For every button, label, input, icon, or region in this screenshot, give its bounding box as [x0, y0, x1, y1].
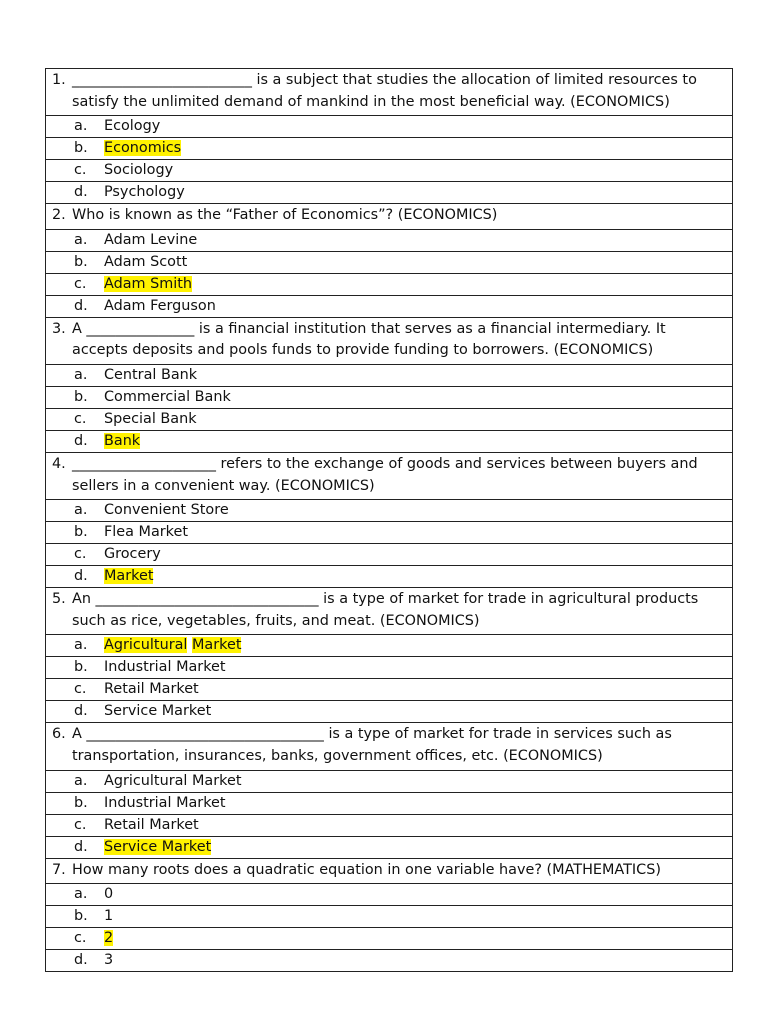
option-row: [46, 116, 733, 138]
option-text-part: Retail Market: [104, 681, 199, 698]
option-row: [46, 229, 733, 251]
option-text: [104, 431, 140, 452]
option-letter: b.: [74, 908, 88, 925]
option-text: [104, 906, 113, 927]
option-row: [46, 160, 733, 182]
option: [52, 950, 726, 971]
question: [52, 205, 726, 227]
option: [52, 409, 726, 430]
option: [52, 837, 726, 858]
option-row: [46, 386, 733, 408]
option-row: [46, 884, 733, 906]
option-row: [46, 928, 733, 950]
option-cell: [46, 566, 733, 588]
option: [52, 252, 726, 273]
question-row: [46, 69, 733, 116]
option: [52, 500, 726, 521]
option-cell: [46, 679, 733, 701]
option-letter: a.: [74, 772, 88, 789]
option-text: [104, 701, 211, 722]
question: [52, 589, 726, 632]
option: [52, 387, 726, 408]
option: [52, 566, 726, 587]
option-cell: [46, 138, 733, 160]
option: [52, 884, 726, 905]
option-row: [46, 950, 733, 972]
option: [52, 815, 726, 836]
option-letter: a.: [74, 502, 88, 519]
option: [52, 296, 726, 317]
question: [52, 319, 726, 362]
option-row: [46, 138, 733, 160]
option-text-part: Industrial Market: [104, 659, 226, 676]
option-text: [104, 252, 187, 273]
option-text: [104, 837, 211, 858]
quiz-sheet: [45, 68, 733, 972]
option-text-part: Special Bank: [104, 410, 197, 427]
highlighted-answer: Bank: [104, 432, 141, 449]
option-letter: b.: [74, 253, 88, 270]
option-letter: c.: [74, 546, 87, 563]
option-row: [46, 364, 733, 386]
option-text: [104, 928, 113, 949]
question-row: [46, 588, 733, 635]
option: [52, 544, 726, 565]
option-row: [46, 836, 733, 858]
option-letter: d.: [74, 568, 88, 585]
option-letter: c.: [74, 275, 87, 292]
option-text-part: Retail Market: [104, 816, 199, 833]
option-text-part: Service Market: [104, 703, 212, 720]
option: [52, 522, 726, 543]
option-letter: d.: [74, 297, 88, 314]
option: [52, 116, 726, 137]
option-letter: a.: [74, 886, 88, 903]
option-cell: [46, 657, 733, 679]
option-cell: [46, 906, 733, 928]
option-cell: [46, 884, 733, 906]
option-text: [104, 387, 231, 408]
option-cell: [46, 701, 733, 723]
option: [52, 431, 726, 452]
option-letter: d.: [74, 184, 88, 201]
quiz-table-body: [46, 69, 733, 972]
quiz-table: [45, 68, 733, 972]
option-text-part: Adam Ferguson: [104, 297, 216, 314]
option-cell: [46, 229, 733, 251]
question-text: A _________________________________ is a type of market for trade in services such as transportation, insurances, banks, government offices, etc. (ECONOMICS): [72, 726, 672, 764]
option-text: [104, 815, 199, 836]
option-row: [46, 408, 733, 430]
option-row: [46, 566, 733, 588]
option-cell: [46, 386, 733, 408]
question-cell: [46, 317, 733, 364]
option-text: [104, 884, 113, 905]
highlighted-answer: Agricultural: [104, 637, 188, 654]
option-text-part: Ecology: [104, 118, 161, 135]
option-row: [46, 701, 733, 723]
option-text: [104, 544, 161, 565]
option-text-part: Central Bank: [104, 366, 198, 383]
option-text: [104, 793, 226, 814]
option: [52, 793, 726, 814]
option: [52, 679, 726, 700]
option-text-part: Adam Scott: [104, 253, 188, 270]
option-text-part: 1: [104, 908, 114, 925]
option-row: [46, 679, 733, 701]
option: [52, 771, 726, 792]
option-text-part: Commercial Bank: [104, 388, 231, 405]
option-letter: d.: [74, 838, 88, 855]
option-cell: [46, 522, 733, 544]
option-row: [46, 273, 733, 295]
option-letter: b.: [74, 524, 88, 541]
option: [52, 182, 726, 203]
option-letter: c.: [74, 410, 87, 427]
option-cell: [46, 836, 733, 858]
question-number: 1.: [52, 72, 66, 88]
question-text: _________________________ is a subject that studies the allocation of limited resources to satisfy the unlimited demand of mankind in the most beneficial way. (ECONOMICS): [72, 72, 697, 110]
option-text: [104, 771, 241, 792]
option-row: [46, 814, 733, 836]
option-cell: [46, 364, 733, 386]
option-letter: c.: [74, 162, 87, 179]
option-cell: [46, 544, 733, 566]
question-number: 4.: [52, 455, 66, 472]
option-text-part: Psychology: [104, 184, 185, 201]
option-row: [46, 251, 733, 273]
highlighted-answer: Service Market: [104, 838, 212, 855]
option-row: [46, 657, 733, 679]
option-text: [104, 274, 192, 295]
option-cell: [46, 635, 733, 657]
option-letter: a.: [74, 118, 88, 135]
option-letter: d.: [74, 703, 88, 720]
question-cell: [46, 588, 733, 635]
option: [52, 928, 726, 949]
option-row: [46, 544, 733, 566]
question-row: [46, 317, 733, 364]
option-text-part: Convenient Store: [104, 502, 229, 519]
highlighted-answer: Market: [192, 637, 242, 654]
question-row: [46, 452, 733, 499]
option-cell: [46, 770, 733, 792]
option-letter: d.: [74, 432, 88, 449]
option-letter: b.: [74, 794, 88, 811]
option-row: [46, 635, 733, 657]
option-letter: b.: [74, 659, 88, 676]
option-cell: [46, 950, 733, 972]
option-text: [104, 409, 197, 430]
question-cell: [46, 452, 733, 499]
option-cell: [46, 160, 733, 182]
option-letter: b.: [74, 140, 88, 157]
option-letter: c.: [74, 816, 87, 833]
option: [52, 230, 726, 251]
option-text: [104, 522, 188, 543]
option-text-part: Sociology: [104, 162, 174, 179]
option-row: [46, 500, 733, 522]
question: [52, 860, 726, 882]
option-text: [104, 950, 113, 971]
highlighted-answer: 2: [104, 930, 114, 947]
option-letter: d.: [74, 952, 88, 969]
question-number: 6.: [52, 726, 66, 743]
question-number: 2.: [52, 207, 66, 224]
question-text: An _______________________________ is a type of market for trade in agricultural products such as rice, vegetables, fruits, and meat. (ECONOMICS): [72, 591, 699, 629]
question: [52, 724, 726, 767]
option: [52, 906, 726, 927]
option-text-part: Flea Market: [104, 524, 188, 541]
option-text-part: Grocery: [104, 546, 161, 563]
option-cell: [46, 251, 733, 273]
option-cell: [46, 814, 733, 836]
option: [52, 635, 726, 656]
option-letter: a.: [74, 637, 88, 654]
option-cell: [46, 408, 733, 430]
question-cell: [46, 858, 733, 884]
option-text: [104, 182, 185, 203]
option-text: [104, 230, 197, 251]
option-row: [46, 906, 733, 928]
question-text: A _______________ is a financial institution that serves as a financial intermediary. It accepts deposits and pools funds to provide funding to borrowers. (ECONOMICS): [72, 320, 666, 359]
question-text: ____________________ refers to the exchange of goods and services between buyers and sellers in a convenient way. (ECONOMICS): [72, 455, 698, 494]
option-text: [104, 160, 173, 181]
question-number: 7.: [52, 861, 66, 878]
option-letter: b.: [74, 388, 88, 405]
option-text: [104, 116, 160, 137]
option-letter: c.: [74, 681, 87, 698]
option: [52, 657, 726, 678]
question-cell: [46, 723, 733, 770]
question-cell: [46, 69, 733, 116]
option-letter: a.: [74, 366, 88, 383]
question-row: [46, 723, 733, 770]
option-text-part: 0: [104, 886, 114, 903]
option-row: [46, 522, 733, 544]
option-cell: [46, 273, 733, 295]
highlighted-answer: Market: [104, 568, 154, 585]
option-cell: [46, 928, 733, 950]
option-row: [46, 295, 733, 317]
option-cell: [46, 182, 733, 204]
option-text: [104, 296, 216, 317]
option-text-part: Agricultural Market: [104, 772, 242, 789]
question-text: How many roots does a quadratic equation in one variable have? (MATHEMATICS): [72, 861, 661, 878]
option-text: [104, 500, 229, 521]
option-row: [46, 430, 733, 452]
option-text: [104, 566, 153, 587]
question-number: 3.: [52, 320, 66, 337]
option-text: [104, 657, 226, 678]
option-text: [104, 635, 241, 656]
option-cell: [46, 792, 733, 814]
option: [52, 274, 726, 295]
question-cell: [46, 204, 733, 230]
option: [52, 365, 726, 386]
option-cell: [46, 116, 733, 138]
option-letter: c.: [74, 930, 87, 947]
option: [52, 160, 726, 181]
highlighted-answer: Economics: [104, 140, 182, 157]
question-row: [46, 204, 733, 230]
option-row: [46, 182, 733, 204]
question: [52, 454, 726, 497]
option-text: [104, 679, 199, 700]
question-text: Who is known as the “Father of Economics”? (ECONOMICS): [72, 207, 498, 224]
option-text-part: Industrial Market: [104, 794, 226, 811]
question-number: 5.: [52, 591, 66, 608]
highlighted-answer: Adam Smith: [104, 275, 193, 292]
option: [52, 138, 726, 159]
option-row: [46, 770, 733, 792]
option-cell: [46, 295, 733, 317]
option-text: [104, 365, 197, 386]
option-letter: a.: [74, 231, 88, 248]
option-text-part: Adam Levine: [104, 231, 198, 248]
option-text-part: 3: [104, 952, 114, 969]
option-cell: [46, 500, 733, 522]
option-text: [104, 138, 181, 159]
question-row: [46, 858, 733, 884]
option-row: [46, 792, 733, 814]
question: [52, 70, 726, 113]
option-cell: [46, 430, 733, 452]
option: [52, 701, 726, 722]
